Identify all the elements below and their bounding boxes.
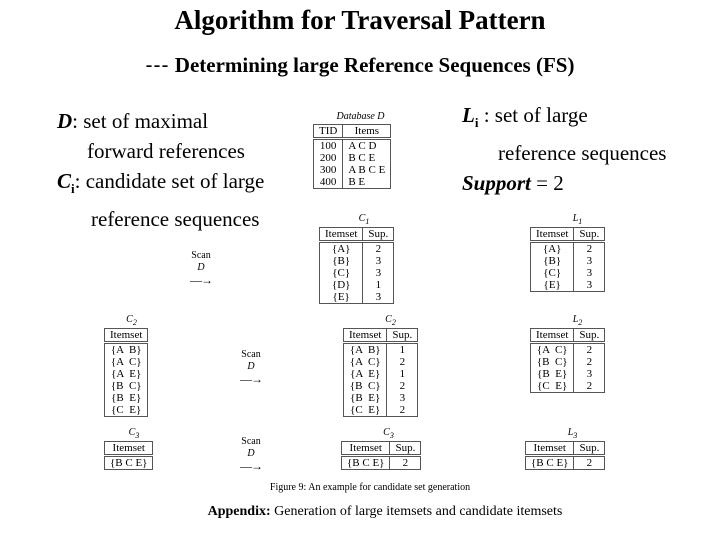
scan-arrow-1: Scan D —→ [190,250,212,287]
table-cell: 400 [314,176,343,189]
def-l: $L_i$ : set of large [462,103,588,131]
table-cell: 3 [387,392,418,404]
table-cell: {B} [531,255,574,267]
l1-table [530,227,605,292]
table-cell: 3 [363,291,394,304]
table-row [320,279,394,291]
table-cell: {A E} [105,368,148,380]
table-cell: 2 [574,456,605,470]
table-row [531,368,605,380]
l2-caption: $L_2$ [572,314,583,327]
table-row [531,267,605,279]
table-header: Itemset [526,442,574,456]
table-row [344,392,418,404]
c2-mid-caption: $C_2$ [385,314,396,327]
table-cell: {E} [320,291,363,304]
table-header: Sup. [390,442,421,456]
table-header: Itemset [320,228,363,242]
l1-caption: $L_1$ [572,213,583,226]
table-row [344,356,418,368]
table-cell: {B} [320,255,363,267]
table-cell: {C E} [531,380,574,393]
table-cell: {C E} [105,404,148,417]
table-header: Itemset [344,329,387,343]
page-title: Algorithm for Traversal Pattern [174,5,546,35]
table-header: Sup. [363,228,394,242]
table-cell: {A} [531,242,574,256]
def-c: $C_i$: candidate set of large [57,169,265,197]
table-cell: 1 [387,368,418,380]
table-row [314,152,391,164]
scan-arrow-2: Scan D —→ [240,349,262,386]
table-cell: 3 [574,368,605,380]
table-row [531,255,605,267]
table-header: Itemset [342,442,390,456]
table-row [105,368,148,380]
table-row [320,255,394,267]
l3-table [525,441,605,470]
table-row [314,164,391,176]
table-cell: 100 [314,139,343,153]
c2-left-table [104,328,148,417]
def-support: Support = 2 [462,171,564,196]
table-cell: {E} [531,279,574,292]
table-cell: 3 [363,255,394,267]
c3-mid-caption: $C_3$ [383,427,394,440]
definitions-right [462,100,712,198]
def-c-cont: reference sequences [91,207,260,232]
table-cell: B C E [343,152,391,164]
def-d: D: set of maximal [57,109,209,133]
table-header: Itemset [105,442,153,456]
table-cell: {C} [531,267,574,279]
table-cell: 2 [387,380,418,392]
table-cell: {B E} [105,392,148,404]
table-cell: {B E} [344,392,387,404]
table-cell: {A C} [531,343,574,357]
table-header: Itemset [105,329,148,343]
l3-caption: $L_3$ [567,427,578,440]
table-row [344,368,418,380]
table-header: Itemset [531,329,574,343]
table-row [105,380,148,392]
table-cell: 2 [363,242,394,256]
table-row [314,139,391,153]
database-table [313,124,391,189]
page-subtitle [0,52,720,79]
table-cell: 3 [574,267,605,279]
table-row [531,343,605,357]
definitions-left [57,106,302,234]
c3-left-table [104,441,153,470]
table-cell: 2 [387,404,418,417]
table-cell: {C E} [344,404,387,417]
def-d-cont: forward references [87,139,245,163]
table-row [105,404,148,417]
table-cell: 200 [314,152,343,164]
table-cell: {A B} [105,343,148,357]
table-cell: {A B} [344,343,387,357]
table-row [344,343,418,357]
figure-caption: Figure 9: An example for candidate set generation [269,482,471,493]
table-cell: 2 [574,343,605,357]
table-cell: {B C} [105,380,148,392]
table-cell: 2 [574,380,605,393]
table-cell: 3 [574,279,605,292]
def-l-cont: reference sequences [498,141,667,166]
table-cell: {B C E} [526,456,574,470]
subtitle-dashes: --- [145,54,170,77]
table-cell: {B E} [531,368,574,380]
table-header: Sup. [574,329,605,343]
table-row [105,456,153,470]
table-row [344,404,418,417]
table-cell: {B C E} [342,456,390,470]
table-header: Sup. [387,329,418,343]
appendix-caption: Appendix: Generation of large itemsets and candidate itemsets [207,504,563,519]
table-row [526,456,605,470]
c3-left-caption: $C_3$ [128,427,140,440]
table-cell: A B C E [343,164,391,176]
c1-table [319,227,394,304]
table-cell: B E [343,176,391,189]
table-cell: {A E} [344,368,387,380]
table-cell: {D} [320,279,363,291]
table-cell: 3 [574,255,605,267]
table-cell: {B C} [531,356,574,368]
table-cell: {B C E} [105,456,153,470]
table-row [531,380,605,393]
table-cell: 2 [574,242,605,256]
table-cell: 2 [387,356,418,368]
table-row [105,392,148,404]
table-cell: 1 [387,343,418,357]
subtitle-text: Determining large Reference Sequences (FS) [174,53,575,77]
table-cell: {A C} [105,356,148,368]
table-header: Itemset [531,228,574,242]
c3-mid-table [341,441,421,470]
table-cell: 2 [390,456,421,470]
table-row [105,343,148,357]
table-cell: 3 [363,267,394,279]
database-caption: Database D [336,111,385,122]
table-cell: {A C} [344,356,387,368]
table-cell: {C} [320,267,363,279]
table-row [342,456,421,470]
c2-mid-table [343,328,418,417]
l2-table [530,328,605,393]
table-cell: 300 [314,164,343,176]
table-cell: A C D [343,139,391,153]
table-header: TID [314,125,343,139]
table-cell: 2 [574,356,605,368]
table-header: Sup. [574,442,605,456]
table-row [344,380,418,392]
c2-left-caption: $C_2$ [126,314,137,327]
table-row [105,356,148,368]
table-row [531,356,605,368]
c1-caption: $C_1$ [358,213,370,226]
table-header: Sup. [574,228,605,242]
table-row [531,242,605,256]
table-row [320,291,394,304]
table-row [320,267,394,279]
table-cell: {B C} [344,380,387,392]
table-header: Items [343,125,391,139]
table-row [320,242,394,256]
table-row [531,279,605,292]
table-cell: {A} [320,242,363,256]
scan-arrow-3: Scan D —→ [240,436,262,473]
table-row [314,176,391,189]
table-cell: 1 [363,279,394,291]
